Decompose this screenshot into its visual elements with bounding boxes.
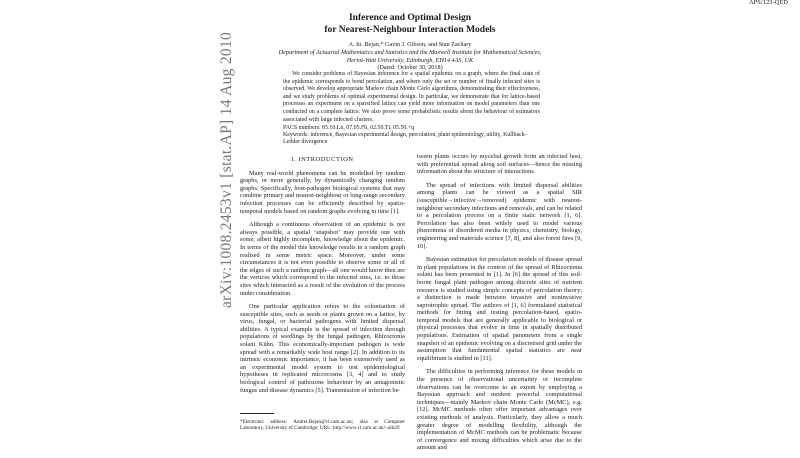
paragraph: Many real-world phenomena can be modelled by random graphs, or more generally, by dynamically changing random graphs. Specifically, host-pathogen biological systems that may combine primary and nearest-neighbour or long-range secondary infection processes can be efficiently described by spatio-temporal models based on random graphs evolving in time [1].	[240, 169, 405, 215]
paragraph: The spread of infections with limited dispersal abilities among plants can be viewed as a spatial SIR (susceptible→infective→removed) epidemic with nearest-neighbour secondary infections and removals, and can be related to a percolation process on a finite static network [1, 6]. Percolation has also been widely used to model various phenomena of disordered media in physics, chemistry, biology, engineering and materials science [7, 8], and also forest fires [9, 10].	[417, 181, 582, 250]
arxiv-identifier: arXiv:1008.2453v1 [stat.AP] 14 Aug 2010	[218, 31, 235, 308]
paragraph: Although a continuous observation of an epidemic is not always possible, a spatial ‘snapshot’ may provide one with some, albeit highly incomplete, knowledge about the epidemic. In terms of the model this knowledge results in a random graph realised in some metric space. Moreover, under some circumstances it is not even possible to observe some or all of the edges of such a random graph—all one would know then are the vertices which correspond to the infected sites, i.e. to those sites which interacted as a result of the evolution of the process under consideration.	[240, 221, 405, 297]
footnote-rule	[240, 413, 274, 414]
paragraph: Bayesian estimation for percolation models of disease spread in plant populations in the context of the spread of Rhizoctonia solani has been presented in [1]. In [6] the spread of this soil-borne fungal plant pathogen among discrete sites of nutrient resource is studied using simple concepts of percolation theory; a distinction is made between invasive and noninvasive saprotrophic spread. The authors of [1, 6] formulated statistical methods for fitting and testing percolation-based, spatio-temporal models that are generally applicable to biological or physical processes that evolve in time in spatially distributed populations. Estimation of spatial parameters from a single snapshot of an epidemic evolving on a discretised grid under the assumption that fundamental spatial statistics are near equilibrium is studied in [11].	[417, 256, 582, 362]
abstract: We consider problems of Bayesian inference for a spatial epidemic on a graph, where the final state of the epidemic corresponds to bond percolation, and where only the set or number of finally infected sites is observed. We develop appropriate Markov chain Monte Carlo algorithms, demonstrating their effectiveness, and we study problems of optimal experimental design. In particular, we demonstrate that for lattice-based processes an experiment on a sparsified lattice can yield more information on model parameters than one conducted on a complete lattice. We also prove some probabilistic results about the behaviour of estimators associated with large infected clusters.	[283, 71, 540, 123]
paragraph: The difficulties in performing inference for these models in the presence of observational uncertainty or incomplete observations can be overcome to an extent by employing a Bayesian approach and modern powerful computational techniques—mainly Markov chain Monte Carlo (McMC), e.g. [12]. McMC methods often offer important advantages over existing methods of analysis. Particularly, they allow a much greater degree of modelling flexibility, although the implementation of McMC methods can be problematic because of convergence and mixing difficulties which arise due to the amount and	[417, 368, 582, 452]
report-tag: APS/123-QED	[748, 0, 788, 6]
paragraph: One particular application refers to the colonisation of susceptible sites, such as seeds or plants grown on a lattice, by virus, fungal, or bacterial pathogens with limited dispersal abilities. A typical example is the spread of infection through populations of seedlings by the fungal pathogen, Rhizoctonia solani Kühn. This economically-important pathogen is wide spread with a remarkably wide host range [2]. In addition to its intrinsic economic importance, it has been extensively used as an experimental model system to test epidemiological hypotheses in replicated microcosms [3, 4] and to study biological control of pathozone behaviour by an antagonistic fungus and disease dynamics [5]. Transmission of infection be-	[240, 303, 405, 394]
date: (Dated: October 30, 2018)	[377, 64, 443, 71]
pacs-numbers: PACS numbers: 05.10.Ln, 07.05.Fb, 02.50.Tt, 05.50.+q	[283, 125, 415, 131]
authors: A. Iu. Bejan,* Gavin J. Gibson, and Stan Zachary	[348, 41, 472, 48]
affiliation-line2: Heriot-Watt University, Edinburgh, EH14 4AS, UK	[346, 57, 474, 64]
left-column	[240, 156, 405, 400]
footnote: *Electronic address: Andrei.Bejan@cl.cam.ac.uk; also at Computer Laboratory, University of Cambridge; URL: http://www.cl.cam.ac.uk/~aib29	[240, 419, 405, 432]
paragraph: tween plants occurs by mycelial growth from an infected host, with preferential spread along soil surfaces—hence the missing information about the structure of interactions.	[417, 153, 582, 176]
section-heading: I. INTRODUCTION	[291, 156, 354, 163]
keywords: Keywords: inference, Bayesian experimental design, percolation, plant epidemiology, utility, Kullback–Leibler divergence	[283, 132, 528, 146]
paper-title-line1: Inference and Optimal Design	[348, 13, 471, 23]
right-column	[417, 153, 582, 458]
paper-title-line2: for Nearest-Neighbour Interaction Models	[324, 25, 496, 35]
affiliation-line1: Department of Actuarial Mathematics and Statistics and the Maxwell Institute for Mathematical Sciences,	[278, 49, 542, 56]
